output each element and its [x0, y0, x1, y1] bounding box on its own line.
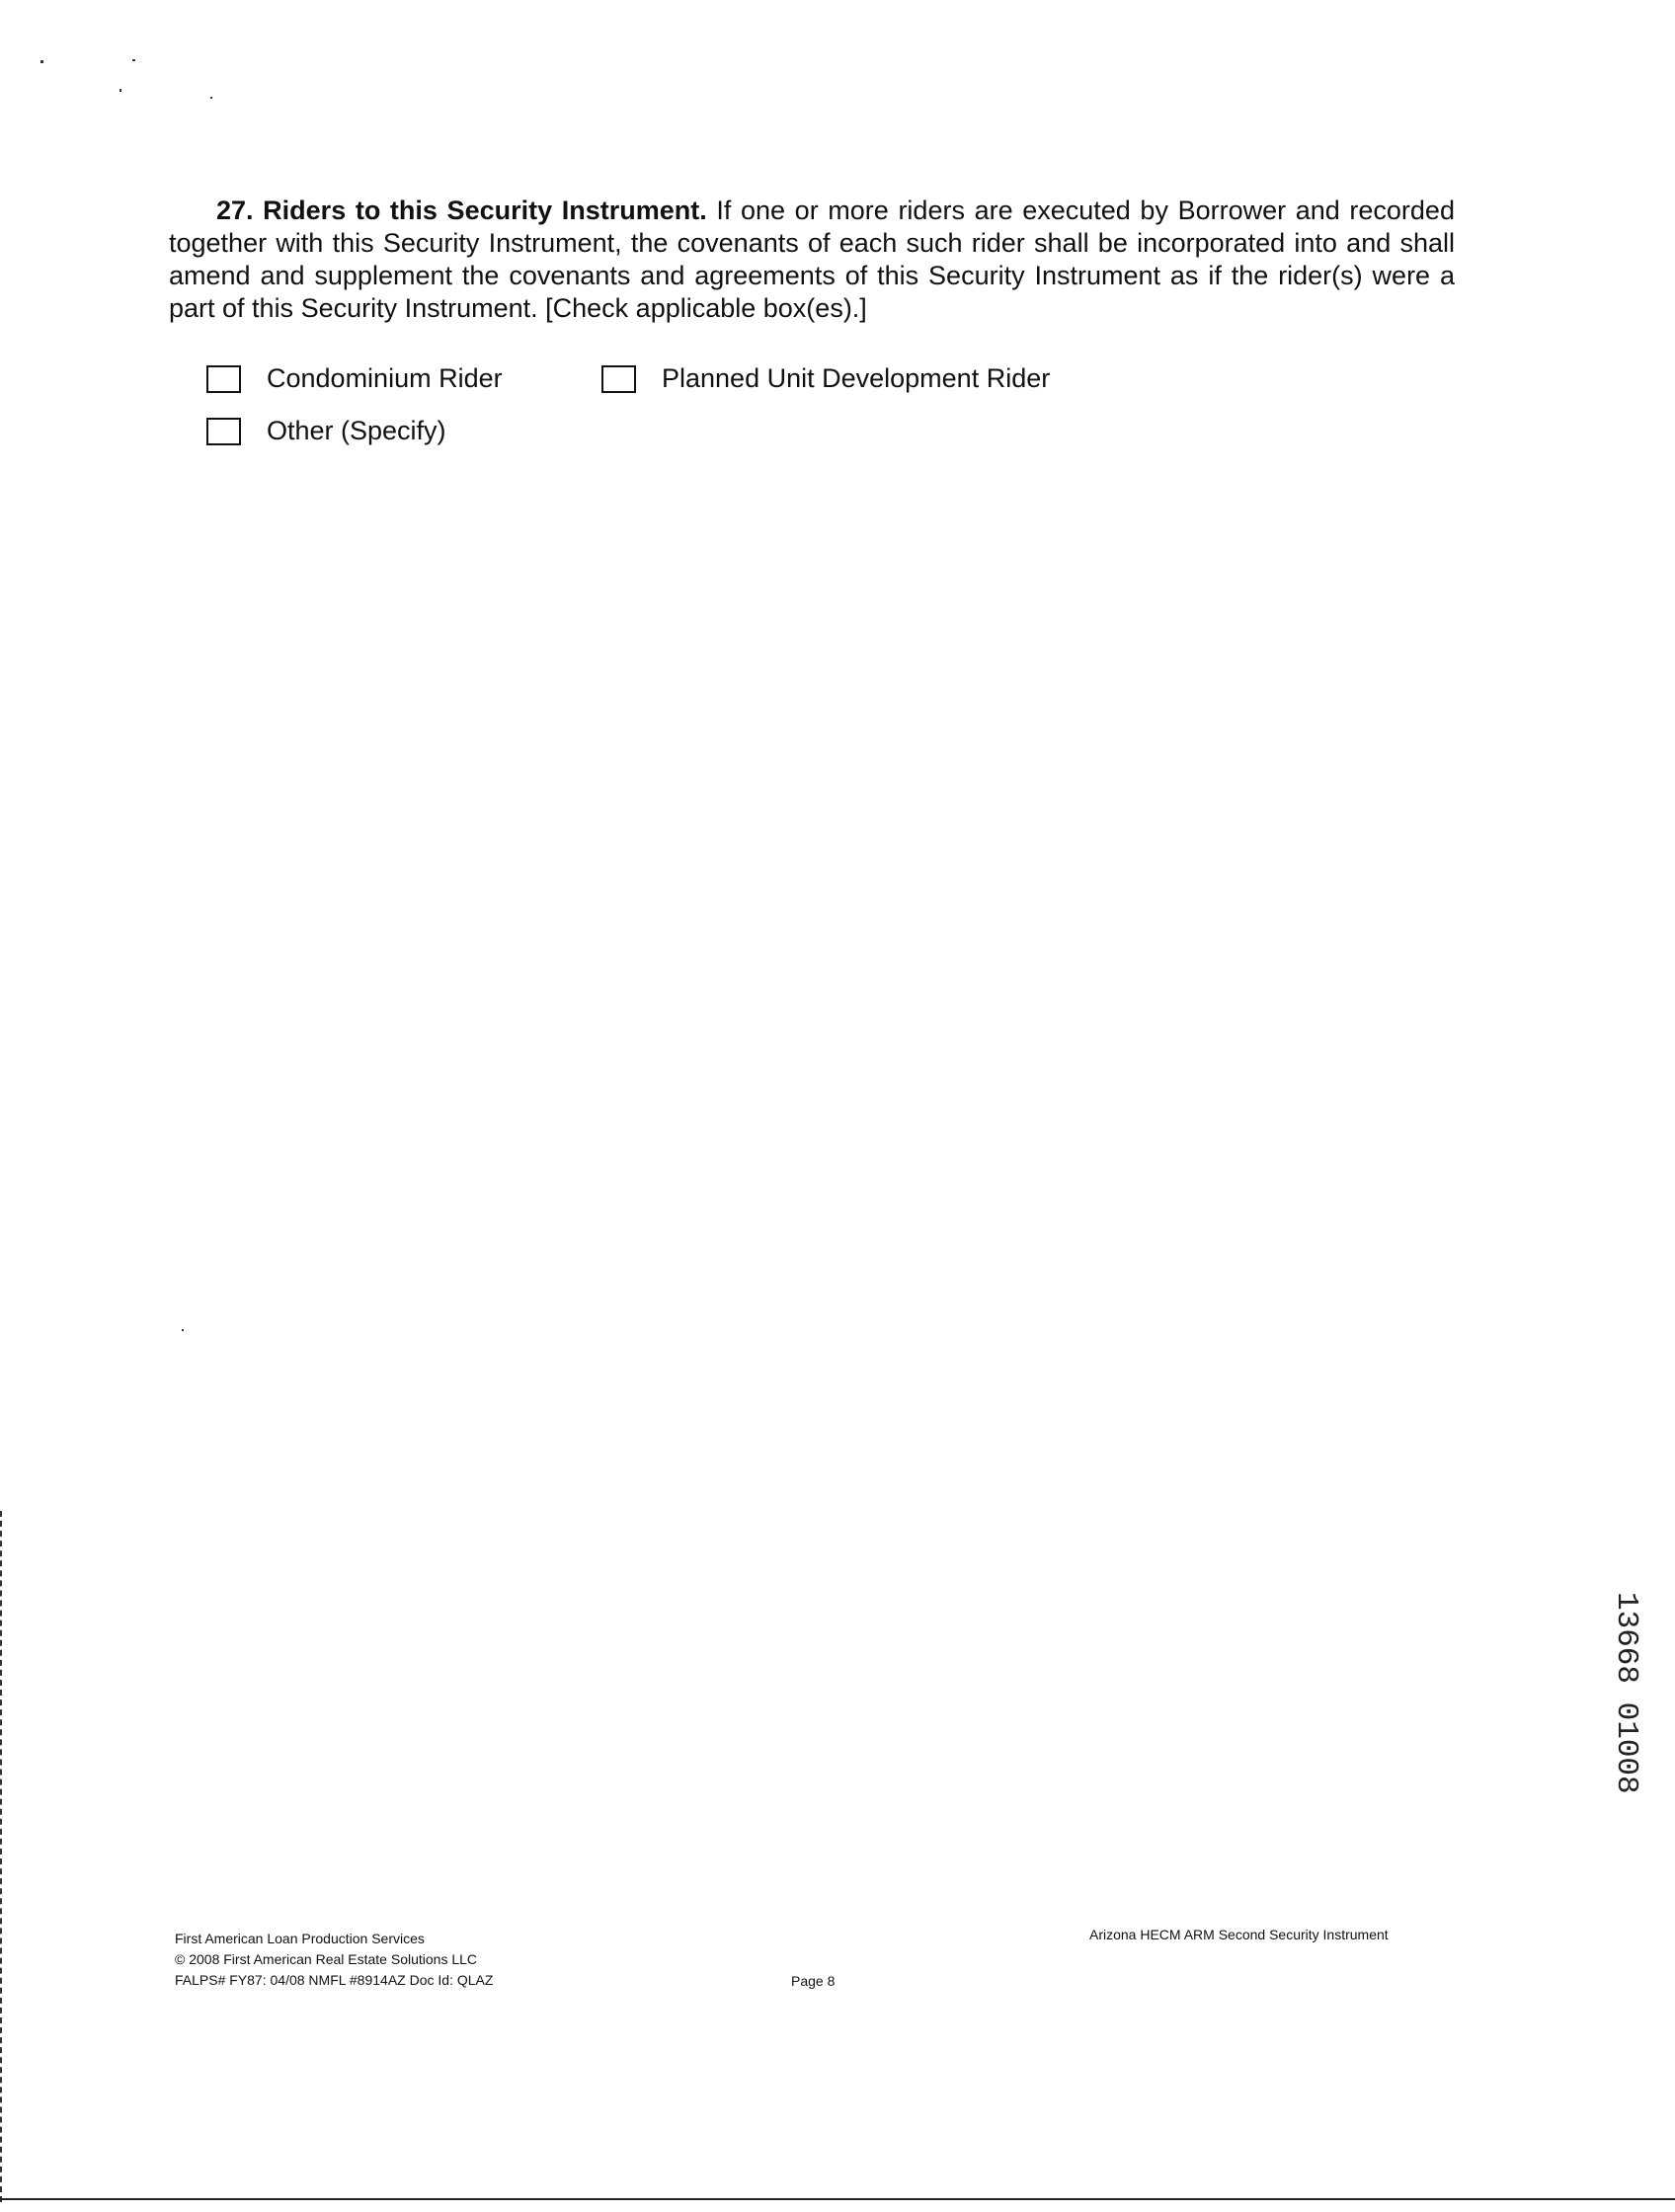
- other-rider-checkbox[interactable]: [206, 418, 241, 445]
- checkbox-row-pud[interactable]: [601, 363, 1050, 394]
- condominium-rider-label: Condominium Rider: [267, 363, 503, 393]
- bottom-edge-rule: [0, 2198, 1675, 2200]
- section-heading: Riders to this Security Instrument.: [263, 196, 707, 225]
- footer-copyright: © 2008 First American Real Estate Solutions LLC: [175, 1951, 478, 1967]
- section-27-paragraph: [169, 195, 1455, 325]
- pud-rider-label: Planned Unit Development Rider: [662, 363, 1051, 393]
- document-title: Arizona HECM ARM Second Security Instrument: [1089, 1927, 1389, 1942]
- scan-speck: [182, 1329, 184, 1331]
- left-edge-rule: [0, 1511, 4, 2202]
- checkbox-row-condominium[interactable]: [206, 363, 503, 394]
- recording-number: 13668 01008: [1609, 1592, 1643, 1794]
- scan-speck: [120, 89, 121, 92]
- page-number: Page 8: [791, 1973, 836, 1989]
- section-27: [169, 195, 1455, 325]
- footer-company: First American Loan Production Services: [175, 1931, 425, 1946]
- other-rider-label: Other (Specify): [267, 416, 446, 445]
- scan-speck: [132, 59, 135, 61]
- pud-rider-checkbox[interactable]: [601, 365, 636, 393]
- section-number: 27.: [216, 196, 254, 225]
- scan-speck: [40, 60, 43, 63]
- footer-form-id: FALPS# FY87: 04/08 NMFL #8914AZ Doc Id: QLAZ: [175, 1972, 494, 1988]
- checkbox-row-other[interactable]: [206, 416, 446, 446]
- section-body: If one or more riders are executed by Borrower and recorded together with this Security Instrument, the covenants of each such rider shall be incorporated into and shall amend and supplement the covenants and agreements of this Security Instrument as if the rider(s) were a part of this Security Instrument. [Check applicable box(es).]: [169, 196, 1455, 323]
- condominium-rider-checkbox[interactable]: [206, 365, 241, 393]
- footer-left: [175, 1929, 493, 1991]
- scan-speck: [210, 97, 212, 99]
